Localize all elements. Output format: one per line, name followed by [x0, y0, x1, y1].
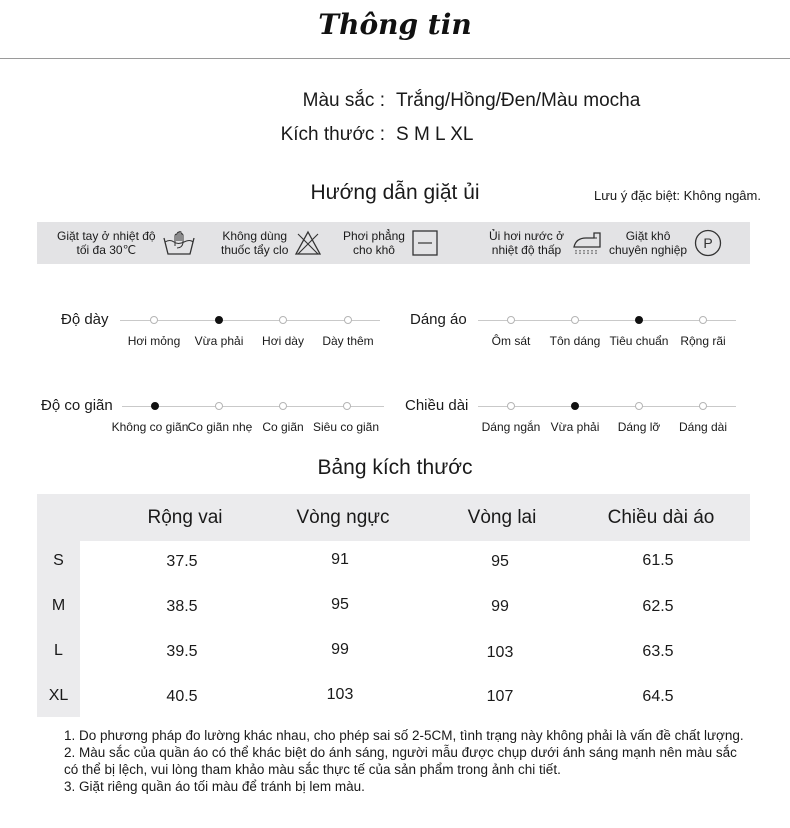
table-cell: 103 [326, 686, 354, 703]
scale-option: Co giãn [262, 420, 304, 434]
dry-flat-icon [411, 229, 439, 257]
column-header: Rộng vai [147, 507, 223, 528]
scale-dot [699, 402, 707, 410]
care-text-line: Giặt tay ở nhiệt độ [57, 229, 156, 243]
care-item-dry-clean [609, 222, 723, 264]
size-chart-title: Bảng kích thước [317, 456, 473, 479]
steam-iron-icon [570, 229, 604, 257]
table-cell: 95 [491, 553, 509, 570]
scale-dot [635, 402, 643, 410]
scale-dot [699, 316, 707, 324]
care-text-line: Giặt khô [625, 229, 671, 243]
scale-dot-selected [215, 316, 223, 324]
title-divider [0, 58, 790, 59]
scale-option: Siêu co giãn [312, 420, 380, 434]
care-item-hand-wash [57, 222, 196, 264]
color-label: Màu sắc : [302, 90, 385, 111]
color-value: Trắng/Hồng/Đen/Màu mocha [396, 90, 641, 111]
scale-label: Độ dày [61, 311, 109, 328]
scale-option: Dáng dài [678, 420, 728, 434]
scale-label: Chiều dài [405, 397, 469, 414]
scale-option: Hơi dày [262, 334, 304, 348]
scale-dot [344, 316, 352, 324]
scale-dot-selected [571, 402, 579, 410]
size-cell: M [51, 597, 66, 614]
scale-dot [279, 402, 287, 410]
table-cell: 61.5 [642, 552, 674, 569]
size-label: Kích thước : [280, 124, 385, 145]
scale-option: Không co giãn [111, 420, 189, 434]
scale-label: Dáng áo [410, 311, 467, 328]
table-cell: 64.5 [642, 688, 674, 705]
notes [64, 727, 764, 795]
note-line: 3. Giặt riêng quần áo tối màu để tránh bị lem màu. [64, 779, 365, 794]
page-title: Thông tin [318, 8, 472, 41]
size-value: S M L XL [396, 124, 474, 145]
size-cell: L [54, 642, 63, 659]
table-cell: 107 [486, 688, 514, 705]
scale-dot [507, 316, 515, 324]
table-cell: 40.5 [166, 688, 198, 705]
care-item-no-bleach [221, 222, 322, 264]
scale-dot [343, 402, 351, 410]
note-line: có thể bị lệch, vui lòng tham khảo màu sắc thực tế của sản phẩm trong ảnh chi tiết. [64, 762, 561, 777]
care-text-line: tối đa 30℃ [76, 243, 137, 257]
table-cell: 99 [331, 641, 349, 658]
table-cell: 39.5 [166, 643, 198, 660]
note-line: 1. Do phương pháp đo lường khác nhau, cho phép sai số 2-5CM, tình trạng này không phải là vấn đề chất lượng. [64, 728, 744, 743]
no-bleach-icon [294, 230, 322, 256]
scale-option: Tiêu chuẩn [609, 334, 669, 348]
scale-option: Dáng ngắn [481, 420, 541, 434]
table-cell: 62.5 [642, 598, 674, 615]
care-text-line: Không dùng [222, 229, 288, 243]
note-line: 2. Màu sắc của quần áo có thể khác biệt do ánh sáng, người mẫu được chụp dưới ánh sáng mạnh nên màu sắc [64, 745, 737, 760]
table-cell: 91 [331, 551, 349, 568]
scale-dot [571, 316, 579, 324]
care-text-line: chuyên nghiệp [609, 243, 688, 257]
care-title: Hướng dẫn giặt ủi [310, 181, 480, 204]
scale-option: Tôn dáng [549, 334, 601, 348]
scale-dot [215, 402, 223, 410]
table-cell: 38.5 [166, 598, 198, 615]
care-text-line: cho khô [352, 243, 395, 257]
care-instructions-band [37, 222, 750, 264]
scale-option: Rộng rãi [680, 334, 726, 348]
scale-option: Ôm sát [491, 334, 531, 348]
scale-option: Vừa phải [550, 420, 600, 434]
care-text-line: thuốc tẩy clo [221, 243, 289, 257]
special-note: Lưu ý đặc biệt: Không ngâm. [594, 188, 761, 203]
care-item-steam-iron [489, 222, 604, 264]
dry-clean-icon [693, 228, 723, 258]
care-item-dry-flat [343, 222, 439, 264]
table-cell: 95 [331, 596, 349, 613]
scale-option: Vừa phải [194, 334, 244, 348]
scale-dot-selected [635, 316, 643, 324]
care-text-line: Phơi phẳng [343, 229, 405, 243]
size-cell: XL [48, 687, 69, 704]
scale-dot [150, 316, 158, 324]
column-header: Vòng ngực [296, 507, 390, 528]
scale-dot [507, 402, 515, 410]
dry-clean-symbol: P [703, 235, 713, 251]
table-cell: 99 [491, 598, 509, 615]
table-cell: 37.5 [166, 553, 198, 570]
scale-option: Dày thêm [322, 334, 374, 348]
table-cell: 63.5 [642, 643, 674, 660]
care-text-line: nhiệt độ thấp [491, 243, 562, 257]
scale-dot-selected [151, 402, 159, 410]
hand-wash-icon [162, 230, 196, 256]
size-cell: S [53, 552, 64, 569]
column-header: Vòng lai [467, 507, 537, 528]
scale-option: Hơi mỏng [127, 334, 181, 348]
table-cell: 103 [486, 644, 514, 661]
scale-option: Dáng lỡ [617, 420, 661, 434]
care-text-line: Ủi hơi nước ở [489, 229, 564, 243]
scale-label: Độ co giãn [41, 397, 113, 414]
scale-dot [279, 316, 287, 324]
column-header: Chiều dài áo [607, 507, 715, 528]
scale-option: Co giãn nhẹ [187, 420, 253, 434]
